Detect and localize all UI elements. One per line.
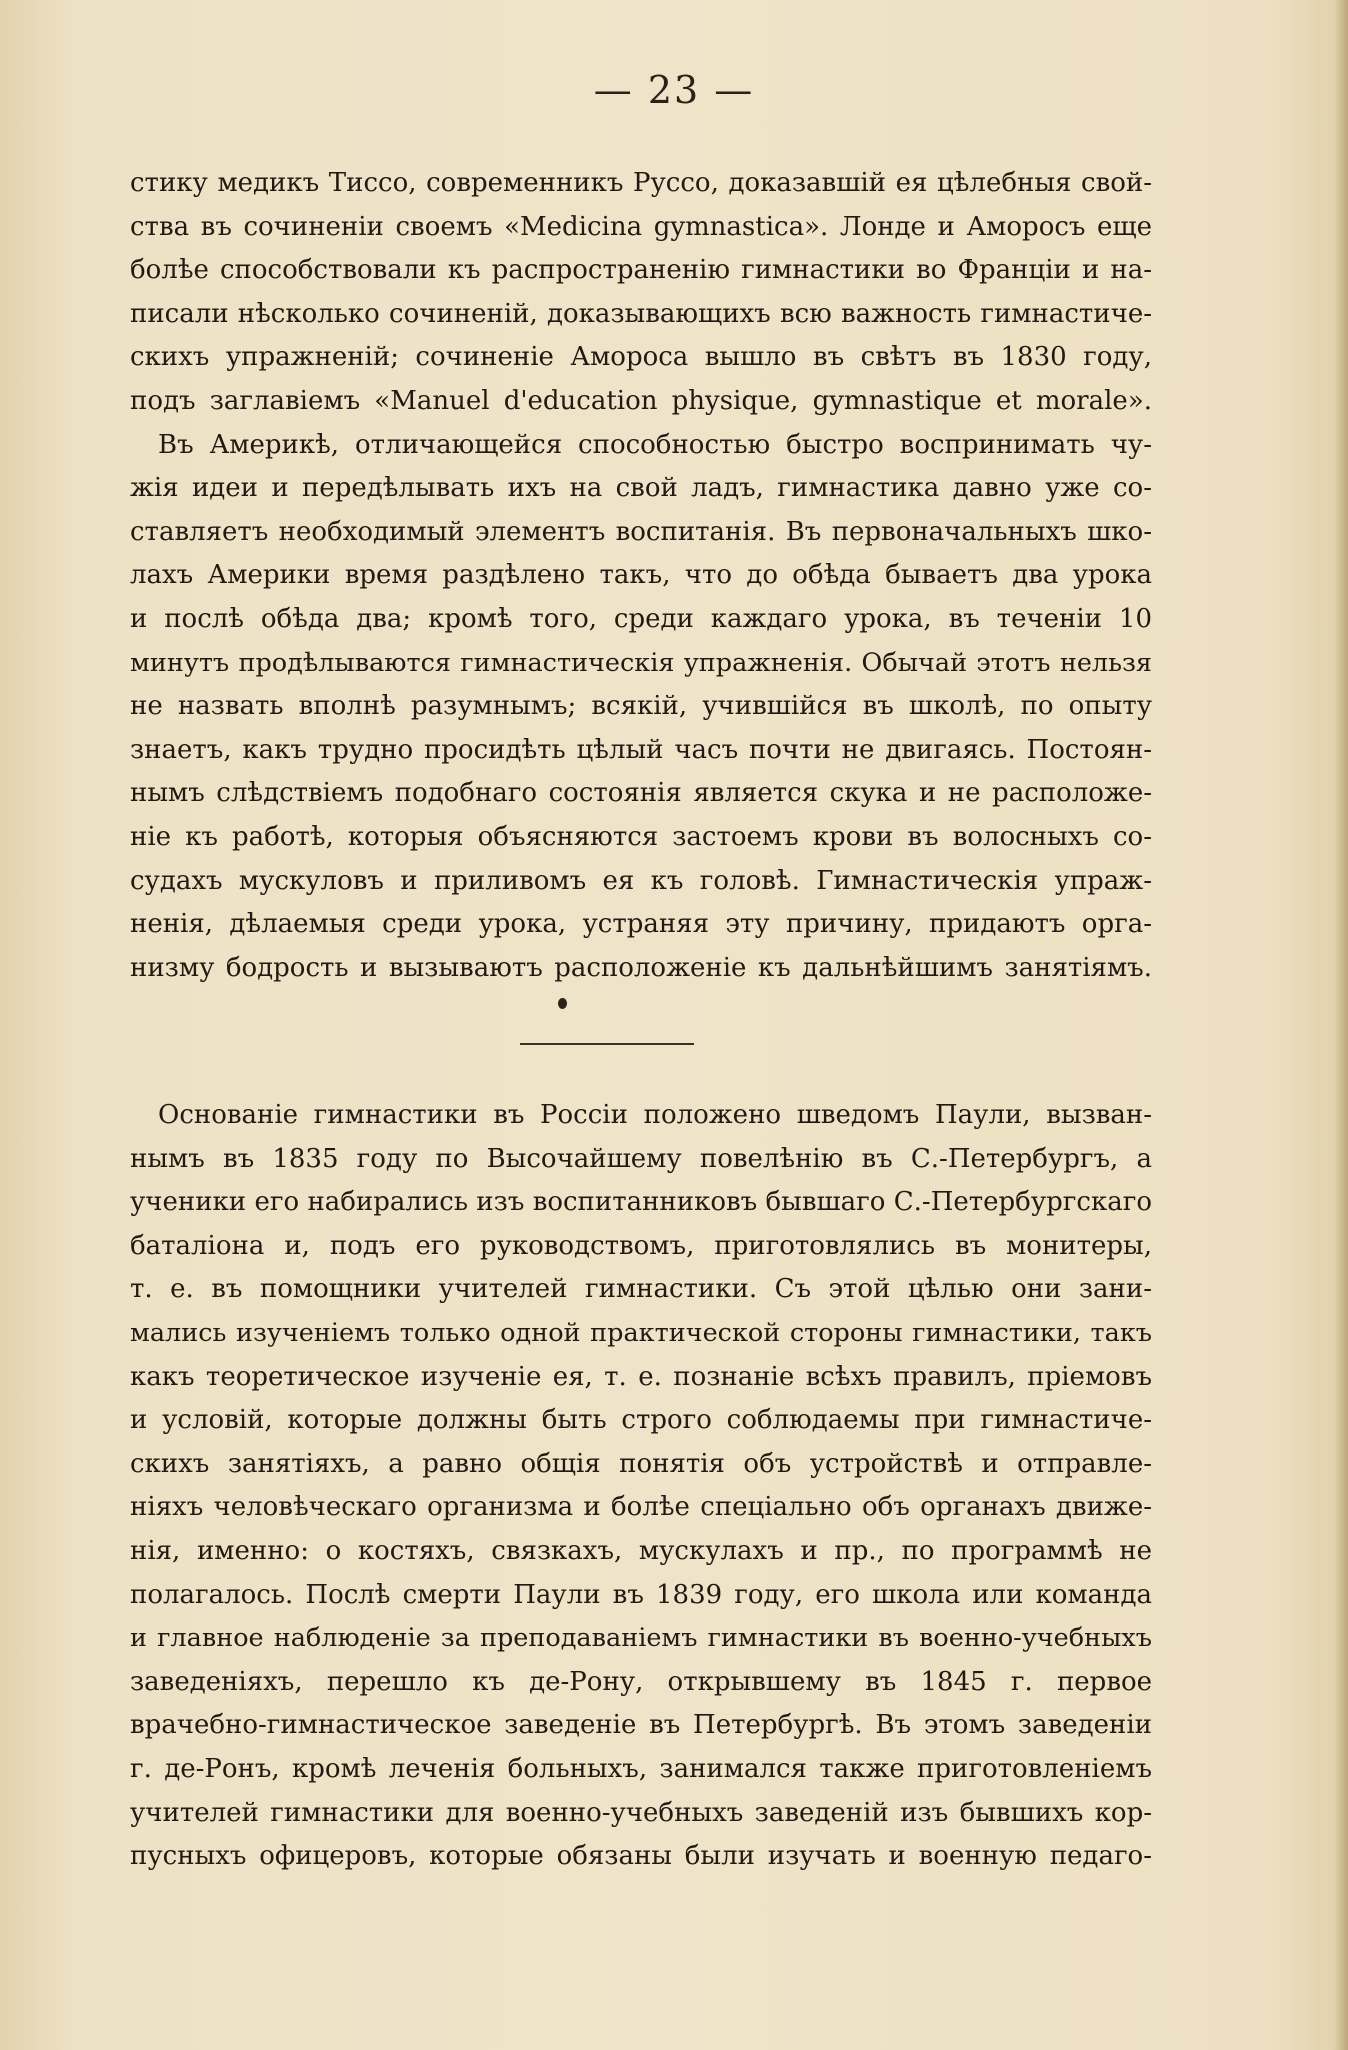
text-line: и послѣ обѣда два; кромѣ того, среди каждаго урока, въ теченіи 10 xyxy=(130,603,1152,634)
text-line: ніяхъ человѣческаго организма и болѣе спеціально объ органахъ движе- xyxy=(130,1492,1152,1523)
text-line: жія идеи и передѣлывать ихъ на свой ладъ, гимнастика давно уже со- xyxy=(130,473,1152,504)
page-edge-shadow xyxy=(1334,0,1348,2050)
text-line: пусныхъ офицеровъ, которые обязаны были изучать и военную педаго- xyxy=(130,1841,1152,1872)
text-line: ставляетъ необходимый элементъ воспитанія. Въ первоначальныхъ шко- xyxy=(130,516,1152,547)
text-line: минутъ продѣлываются гимнастическія упражненія. Обычай этотъ нельзя xyxy=(130,647,1152,678)
text-line: лахъ Америки время раздѣлено такъ, что до обѣда бываетъ два урока xyxy=(130,560,1152,591)
ink-dot xyxy=(558,998,567,1009)
text-line: полагалось. Послѣ смерти Паули въ 1839 году, его школа или команда xyxy=(130,1579,1152,1610)
text-line: Основаніе гимнастики въ Россіи положено шведомъ Паули, вызван- xyxy=(158,1100,1152,1130)
text-line: врачебно-гимнастическое заведеніе въ Петербургѣ. Въ этомъ заведеніи xyxy=(130,1710,1152,1741)
text-line: г. де-Ронъ, кромѣ леченія больныхъ, занимался также приготовленіемъ xyxy=(130,1753,1152,1784)
text-line: нымъ слѣдствіемъ подобнаго состоянія является скука и не расположе- xyxy=(130,778,1152,809)
text-line: скихъ занятіяхъ, а равно общія понятія объ устройствѣ и отправле- xyxy=(130,1448,1152,1479)
text-line: не назвать вполнѣ разумнымъ; всякій, учившійся въ школѣ, по опыту xyxy=(130,691,1152,722)
section-divider xyxy=(520,1043,694,1045)
text-line: заведеніяхъ, перешло къ де-Рону, открывшему въ 1845 г. первое xyxy=(130,1666,1152,1697)
text-line: знаетъ, какъ трудно просидѣть цѣлый часъ почти не двигаясь. Постоян- xyxy=(130,734,1152,765)
text-line: судахъ мускуловъ и приливомъ ея къ головѣ. Гимнастическія упраж- xyxy=(130,865,1152,896)
text-line: ненія, дѣлаемыя среди урока, устраняя эту причину, придаютъ орга- xyxy=(130,909,1152,940)
text-line: ученики его набирались изъ воспитанниковъ бывшаго С.-Петербургскаго xyxy=(130,1187,1152,1218)
text-line: учителей гимнастики для военно-учебныхъ заведеній изъ бывшихъ кор- xyxy=(130,1797,1152,1828)
text-line: т. е. въ помощники учителей гимнастики. Съ этой цѣлью они зани- xyxy=(130,1274,1152,1305)
text-block-bottom xyxy=(130,1094,1152,1879)
page-number: — 23 — xyxy=(593,68,755,112)
text-block-top xyxy=(130,162,1152,990)
text-line: баталіона и, подъ его руководствомъ, приготовлялись въ монитеры, xyxy=(130,1230,1152,1261)
text-line: подъ заглавіемъ «Manuel d'education physique, gymnastique et morale». xyxy=(130,385,1152,416)
text-line: ства въ сочиненіи своемъ «Medicina gymnastica». Лонде и Аморосъ еще xyxy=(130,211,1152,242)
text-line: мались изученіемъ только одной практической стороны гимнастики, такъ xyxy=(130,1317,1152,1348)
text-line: ніе къ работѣ, которыя объясняются застоемъ крови въ волосныхъ со- xyxy=(130,821,1152,852)
text-line: стику медикъ Тиссо, современникъ Руссо, доказавшій ея цѣлебныя свой- xyxy=(130,168,1152,198)
text-line: нія, именно: о костяхъ, связкахъ, мускулахъ и пр., по программѣ не xyxy=(130,1535,1152,1566)
text-line: и условій, которые должны быть строго соблюдаемы при гимнастиче- xyxy=(130,1405,1152,1436)
text-line: какъ теоретическое изученіе ея, т. е. познаніе всѣхъ правилъ, пріемовъ xyxy=(130,1361,1152,1392)
text-line: писали нѣсколько сочиненій, доказывающихъ всю важность гимнастиче- xyxy=(130,298,1152,329)
text-line: нымъ въ 1835 году по Высочайшему повелѣнію въ С.-Петербургъ, а xyxy=(130,1143,1152,1174)
text-line: Въ Америкѣ, отличающейся способностью быстро воспринимать чу- xyxy=(158,429,1152,460)
text-line: болѣе способствовали къ распространенію гимнастики во Франціи и на- xyxy=(130,255,1152,286)
text-line: и главное наблюденіе за преподаваніемъ гимнастики въ военно-учебныхъ xyxy=(130,1623,1152,1654)
text-line: скихъ упражненій; сочиненіе Амороса вышло въ свѣтъ въ 1830 году, xyxy=(130,342,1152,373)
text-line: низму бодрость и вызываютъ расположеніе къ дальнѣйшимъ занятіямъ. xyxy=(130,952,1152,983)
